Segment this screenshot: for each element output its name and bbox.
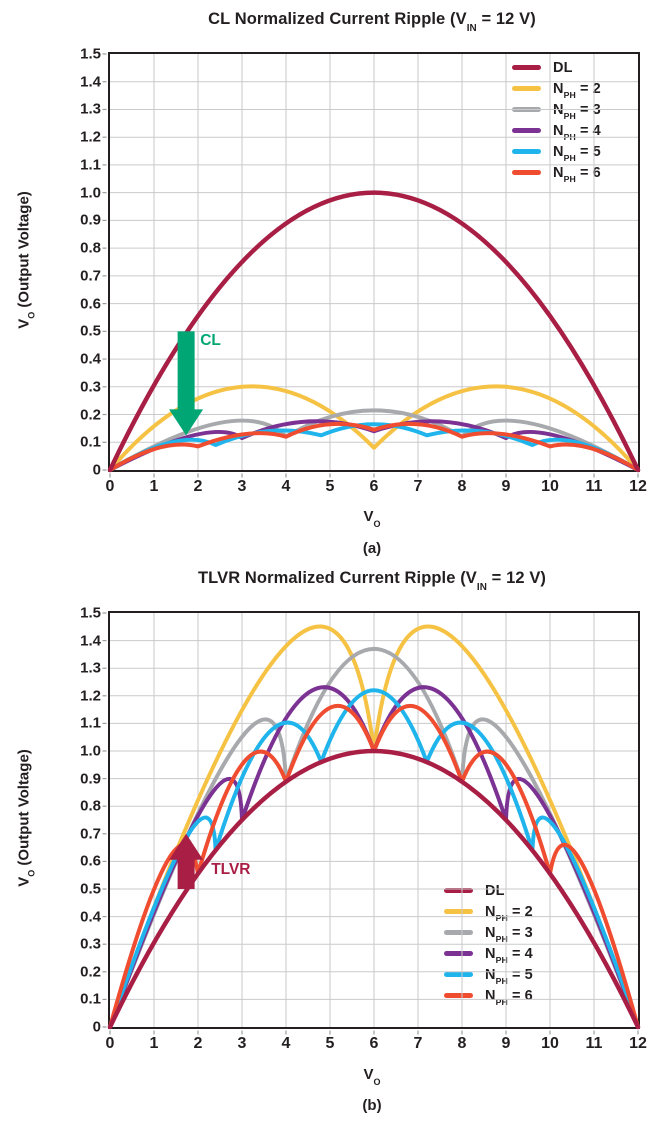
chart-b-y-axis-label: $V_O$ (Output Voltage)	[15, 749, 37, 887]
chart-a-title	[108, 10, 636, 34]
chart-b-y-tick-labels	[64, 604, 110, 1036]
chart-b-y-tick-0.2: 0.2	[80, 963, 101, 981]
chart-b-y-tick-1.1: 1.1	[80, 714, 101, 732]
chart-a-y-tick-0.9: 0.9	[80, 211, 101, 229]
legend-label-nph2: $N_{PH} = 2$	[485, 903, 533, 924]
chart-a-y-tick-1.5: 1.5	[80, 45, 101, 63]
chart-a-y-tick-0: 0	[92, 461, 101, 479]
chart-a-title-tail: = 12 V)	[476, 10, 536, 28]
chart-a-title-text: CL Normalized Current Ripple (V	[208, 10, 467, 28]
chart-b-tick-marks	[103, 613, 639, 1035]
legend-label-nph3: $N_{PH} = 3$	[485, 924, 533, 945]
chart-a-x-axis-label: $V_O$	[363, 508, 381, 530]
chart-b-canvas	[110, 613, 638, 1027]
chart-a-plot-area	[80, 45, 647, 495]
chart-a-y-tick-0.4: 0.4	[80, 350, 101, 368]
chart-b-y-tick-0: 0	[92, 1018, 101, 1036]
chart-b-x-tick-2: 2	[193, 1035, 203, 1052]
chart-b-x-tick-8: 8	[457, 1035, 467, 1052]
chart-a-x-tick-12: 12	[629, 478, 647, 495]
chart-a-y-tick-labels	[64, 45, 110, 479]
chart-a-y-axis-label: $V_O$ (Output Voltage)	[15, 191, 37, 329]
chart-a-caption: (a)	[362, 540, 382, 557]
chart-b-x-tick-11: 11	[585, 1035, 603, 1052]
chart-b-y-tick-1.3: 1.3	[80, 659, 101, 677]
legend-label-nph6: $N_{PH} = 6$	[485, 987, 533, 1008]
chart-b-y-tick-1.2: 1.2	[80, 687, 101, 705]
cl-annotation-label: CL	[200, 332, 221, 350]
chart-b-x-tick-0: 0	[105, 1035, 115, 1052]
chart-a-x-tick-1: 1	[149, 478, 159, 495]
chart-a-y-tick-0.5: 0.5	[80, 322, 101, 340]
legend-label-nph5: $N_{PH} = 5$	[553, 143, 601, 164]
legend-label-nph5: $N_{PH} = 5$	[485, 966, 533, 987]
chart-b-y-tick-0.3: 0.3	[80, 935, 101, 953]
chart-b-y-tick-1.5: 1.5	[80, 604, 101, 622]
chart-b-y-tick-1.0: 1.0	[80, 742, 101, 760]
chart-b-x-tick-10: 10	[541, 1035, 559, 1052]
chart-a-x-tick-7: 7	[413, 478, 423, 495]
chart-a-y-tick-1.4: 1.4	[80, 73, 101, 91]
chart-a-y-tick-1.2: 1.2	[80, 128, 101, 146]
legend-label-dl: DL	[485, 882, 505, 899]
chart-b-x-tick-1: 1	[149, 1035, 159, 1052]
chart-a-y-tick-0.6: 0.6	[80, 295, 101, 313]
chart-b-x-tick-5: 5	[325, 1035, 335, 1052]
chart-a-y-tick-1.0: 1.0	[80, 184, 101, 202]
chart-b-x-tick-12: 12	[629, 1035, 647, 1052]
chart-b-x-tick-4: 4	[281, 1035, 291, 1052]
chart-b-x-tick-7: 7	[413, 1035, 423, 1052]
chart-a-y-tick-1.1: 1.1	[80, 156, 101, 174]
chart-a-x-tick-6: 6	[369, 478, 379, 495]
chart-b-x-axis-label: $V_O$	[363, 1066, 381, 1088]
chart-a-y-tick-0.7: 0.7	[80, 267, 101, 285]
chart-b-x-tick-9: 9	[501, 1035, 511, 1052]
chart-b-x-tick-6: 6	[369, 1035, 379, 1052]
chart-a-x-tick-8: 8	[457, 478, 467, 495]
legend-label-nph4: $N_{PH} = 4$	[485, 945, 533, 966]
chart-b-title	[108, 569, 636, 593]
chart-b-y-tick-0.7: 0.7	[80, 825, 101, 843]
chart-b-title-text: TLVR Normalized Current Ripple (V	[197, 569, 477, 587]
chart-b-y-tick-0.1: 0.1	[80, 990, 101, 1008]
chart-a-y-tick-1.3: 1.3	[80, 100, 101, 118]
chart-a-x-tick-4: 4	[281, 478, 291, 495]
chart-a-title-sub: IN	[466, 22, 477, 34]
chart-b-y-tick-0.8: 0.8	[80, 797, 101, 815]
chart-b-y-tick-0.4: 0.4	[80, 908, 101, 926]
legend-label-dl: DL	[553, 59, 573, 76]
legend-label-nph3: $N_{PH} = 3$	[553, 101, 601, 122]
chart-b-x-tick-3: 3	[237, 1035, 247, 1052]
chart-a-y-tick-0.3: 0.3	[80, 378, 101, 396]
chart-b-title-tail: = 12 V)	[486, 569, 547, 587]
chart-a-canvas	[110, 54, 638, 470]
chart-b-plot-area	[80, 604, 647, 1052]
chart-a-x-tick-5: 5	[325, 478, 335, 495]
chart-b-y-tick-0.5: 0.5	[80, 880, 101, 898]
chart-b-y-tick-0.6: 0.6	[80, 852, 101, 870]
chart-b-caption: (b)	[362, 1097, 382, 1114]
legend-label-nph4: $N_{PH} = 4$	[553, 122, 601, 143]
legend-label-nph6: $N_{PH} = 6$	[553, 164, 601, 185]
chart-a-y-tick-0.8: 0.8	[80, 239, 101, 257]
chart-a-x-tick-9: 9	[501, 478, 511, 495]
legend-label-nph2: $N_{PH} = 2$	[553, 80, 601, 101]
tlvr-annotation-label: TLVR	[211, 860, 251, 878]
chart-b-y-tick-1.4: 1.4	[80, 632, 101, 650]
chart-a-y-tick-0.1: 0.1	[80, 433, 101, 451]
chart-a-x-tick-11: 11	[585, 478, 603, 495]
chart-b-title-sub: IN	[476, 581, 487, 593]
chart-a-x-tick-10: 10	[541, 478, 559, 495]
chart-a-x-tick-3: 3	[237, 478, 247, 495]
chart-a-x-tick-2: 2	[193, 478, 203, 495]
chart-b-y-tick-0.9: 0.9	[80, 770, 101, 788]
chart-a-y-tick-0.2: 0.2	[80, 406, 101, 424]
chart-a-x-tick-0: 0	[105, 478, 115, 495]
